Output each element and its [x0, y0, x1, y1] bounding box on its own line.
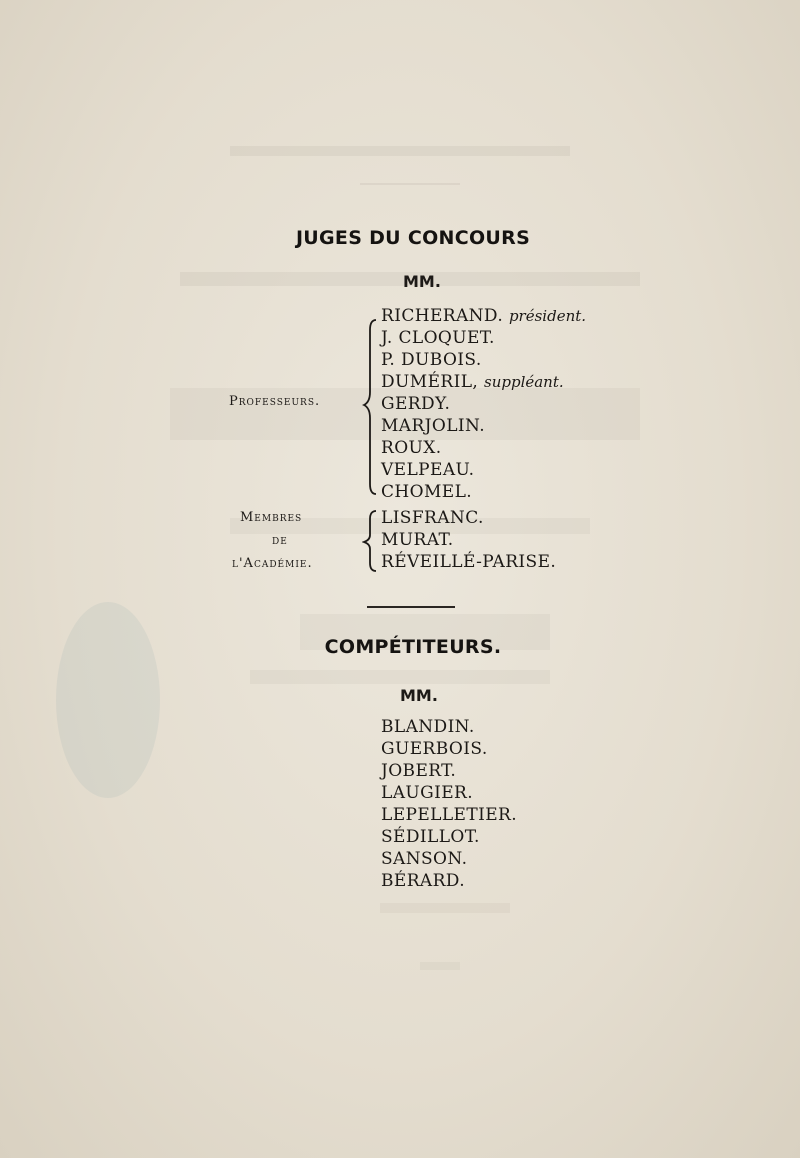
professor-0: RICHERAND. président.	[381, 306, 587, 326]
competitor-5: SÉDILLOT.	[381, 827, 480, 847]
professors-brace	[362, 318, 382, 496]
professor-1: J. CLOQUET.	[381, 328, 495, 348]
professor-8: CHOMEL.	[381, 482, 473, 502]
competitor-7: BÉRARD.	[381, 871, 466, 891]
section-divider	[367, 606, 455, 608]
professor-2: P. DUBOIS.	[381, 350, 482, 370]
academy-brace	[362, 509, 382, 573]
professor-3: DUMÉRIL, suppléant.	[381, 372, 564, 392]
competitor-6: SANSON.	[381, 849, 468, 869]
academy-label-line-1: Membres	[240, 510, 303, 525]
academy-label-line-3: l'Académie.	[232, 556, 313, 571]
professor-0-role: président.	[508, 307, 587, 325]
competitor-4: LEPELLETIER.	[381, 805, 518, 825]
academy-member-1: MURAT.	[381, 530, 454, 550]
academy-label-line-2: de	[272, 533, 288, 548]
competitors-mm: MM.	[400, 686, 438, 705]
competitor-1: GUERBOIS.	[381, 739, 488, 759]
competitor-3: LAUGIER.	[381, 783, 474, 803]
professor-6: ROUX.	[381, 438, 442, 458]
professor-3-role: suppléant.	[484, 373, 564, 391]
academy-member-0: LISFRANC.	[381, 508, 484, 528]
judges-mm: MM.	[403, 272, 441, 291]
professor-5: MARJOLIN.	[381, 416, 486, 436]
competitor-0: BLANDIN.	[381, 717, 475, 737]
professor-4: GERDY.	[381, 394, 451, 414]
judges-heading: JUGES DU CONCOURS	[295, 227, 531, 249]
professors-label: Professeurs.	[229, 394, 321, 409]
competitors-heading: COMPÉTITEURS.	[324, 636, 502, 658]
professor-7: VELPEAU.	[381, 460, 475, 480]
competitor-2: JOBERT.	[381, 761, 457, 781]
academy-member-2: RÉVEILLÉ-PARISE.	[381, 552, 557, 572]
